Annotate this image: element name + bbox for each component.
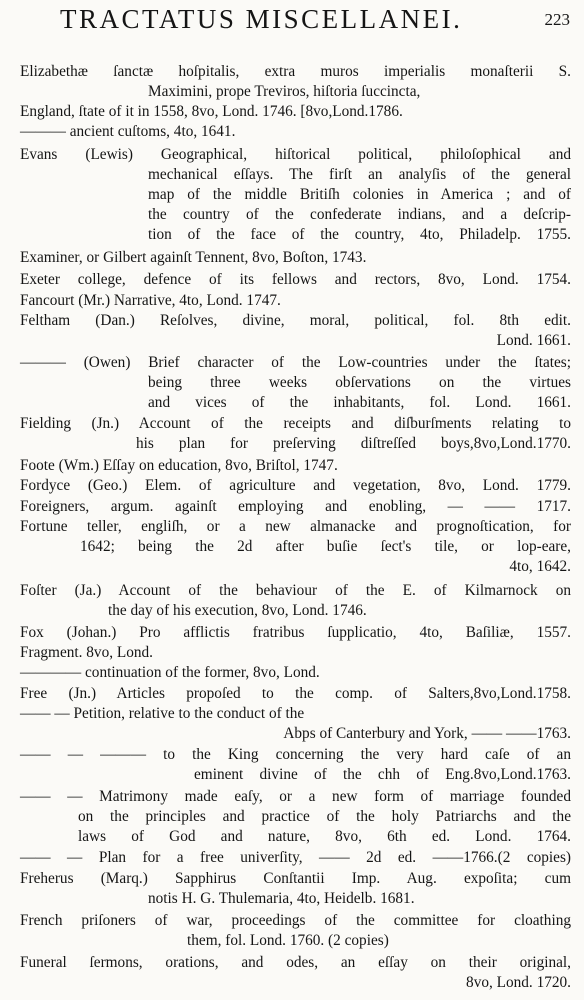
entry-line: eminent divine of the chh of Eng.8vo,Lond.1763. bbox=[194, 766, 571, 783]
entry-line: being three weeks obſervations on the virtues bbox=[148, 374, 571, 391]
entry-line: 1642; being the 2d after buſie ſect's tile, or lop-eare, bbox=[80, 538, 571, 555]
page-number: 223 bbox=[544, 10, 570, 29]
entry-line: Elizabethæ ſanctæ hoſpitalis, extra muros imperialis monaſterii S. bbox=[20, 63, 571, 80]
entry-line: Exeter college, defence of its fellows and rectors, 8vo, Lond. 1754. bbox=[20, 271, 571, 288]
entry-line: Fortune teller, engliſh, or a new almanacke and prognoſtication, for bbox=[20, 518, 571, 535]
entry-line: the country of the confederate indians, and a deſcrip- bbox=[148, 206, 571, 223]
entry-line: 4to, 1642. bbox=[509, 558, 571, 575]
entry-line: Fielding (Jn.) Account of the receipts and diſburſments relating to bbox=[20, 415, 571, 432]
entry-line: mechanical eſſays. The firſt an analyſis of the general bbox=[148, 166, 571, 183]
entry-line: 8vo, Lond. 1720. bbox=[466, 974, 571, 991]
entry-line: his plan for preſerving diſtreſſed boys,8vo,Lond.1770. bbox=[136, 435, 571, 452]
entry-line: —— — Petition, relative to the conduct of the bbox=[20, 705, 305, 722]
entry-line: them, fol. Lond. 1760. (2 copies) bbox=[187, 932, 389, 949]
entry-line: Fox (Johan.) Pro afflictis fratribus ſupplicatio, 4to, Baſiliæ, 1557. bbox=[20, 624, 571, 641]
entry-line: Foreigners, argum. againſt employing and enobling, — —— 1717. bbox=[20, 498, 571, 515]
entry-line: Fancourt (Mr.) Narrative, 4to, Lond. 1747. bbox=[20, 292, 281, 309]
entry-line: ——— ancient cuſtoms, 4to, 1641. bbox=[20, 123, 236, 140]
entry-line: notis H. G. Thulemaria, 4to, Heidelb. 1681. bbox=[148, 890, 415, 907]
entry-line: tion of the face of the country, 4to, Philadelp. 1755. bbox=[148, 226, 571, 243]
entry-line: —— — Plan for a free univerſity, —— 2d ed. ——1766.(2 copies) bbox=[20, 849, 571, 866]
entry-line: —— — ——— to the King concerning the very hard caſe of an bbox=[20, 746, 571, 763]
entry-line: ———— continuation of the former, 8vo, Lond. bbox=[20, 664, 320, 681]
entry-line: Feltham (Dan.) Reſolves, divine, moral, political, fol. 8th edit. bbox=[20, 312, 571, 329]
entry-line: England, ſtate of it in 1558, 8vo, Lond. 1746. [8vo,Lond.1786. bbox=[20, 103, 403, 120]
entry-line: ——— (Owen) Brief character of the Low-countries under the ſtates; bbox=[20, 354, 571, 371]
entry-line: Abps of Canterbury and York, —— ——1763. bbox=[283, 725, 571, 742]
entry-line: Foote (Wm.) Eſſay on education, 8vo, Briſtol, 1747. bbox=[20, 457, 338, 474]
entry-line: map of the middle Britiſh colonies in America ; and of bbox=[148, 186, 571, 203]
entry-line: Fordyce (Geo.) Elem. of agriculture and vegetation, 8vo, Lond. 1779. bbox=[20, 477, 571, 494]
entry-line: Fragment. 8vo, Lond. bbox=[20, 644, 153, 661]
entry-line: Evans (Lewis) Geographical, hiſtorical political, philoſophical and bbox=[20, 146, 571, 163]
entry-line: Foſter (Ja.) Account of the behaviour of the E. of Kilmarnock on bbox=[20, 582, 571, 599]
entry-line: Free (Jn.) Articles propoſed to the comp. of Salters,8vo,Lond.1758. bbox=[20, 685, 571, 702]
running-head-title: TRACTATUS MISCELLANEI. bbox=[60, 4, 463, 34]
entry-line: the day of his execution, 8vo, Lond. 1746. bbox=[108, 602, 367, 619]
entry-line: on the principles and practice of the holy Patriarchs and the bbox=[78, 808, 571, 825]
entry-line: Freherus (Marq.) Sapphirus Conſtantii Imp. Aug. expoſita; cum bbox=[20, 870, 571, 887]
entry-line: Maximini, prope Treviros, hiſtoria ſuccincta, bbox=[148, 83, 421, 100]
entry-line: laws of God and nature, 8vo, 6th ed. Lond. 1764. bbox=[78, 828, 571, 845]
entry-line: —— — Matrimony made eaſy, or a new form of marriage founded bbox=[20, 788, 571, 805]
entry-line: Funeral ſermons, orations, and odes, an eſſay on their original, bbox=[20, 954, 571, 971]
entry-line: and vices of the inhabitants, fol. Lond. 1661. bbox=[148, 394, 571, 411]
entry-line: Lond. 1661. bbox=[496, 332, 571, 349]
entry-line: Examiner, or Gilbert againſt Tennent, 8vo, Boſton, 1743. bbox=[20, 249, 367, 266]
entry-line: French priſoners of war, proceedings of the committee for cloathing bbox=[20, 912, 571, 929]
